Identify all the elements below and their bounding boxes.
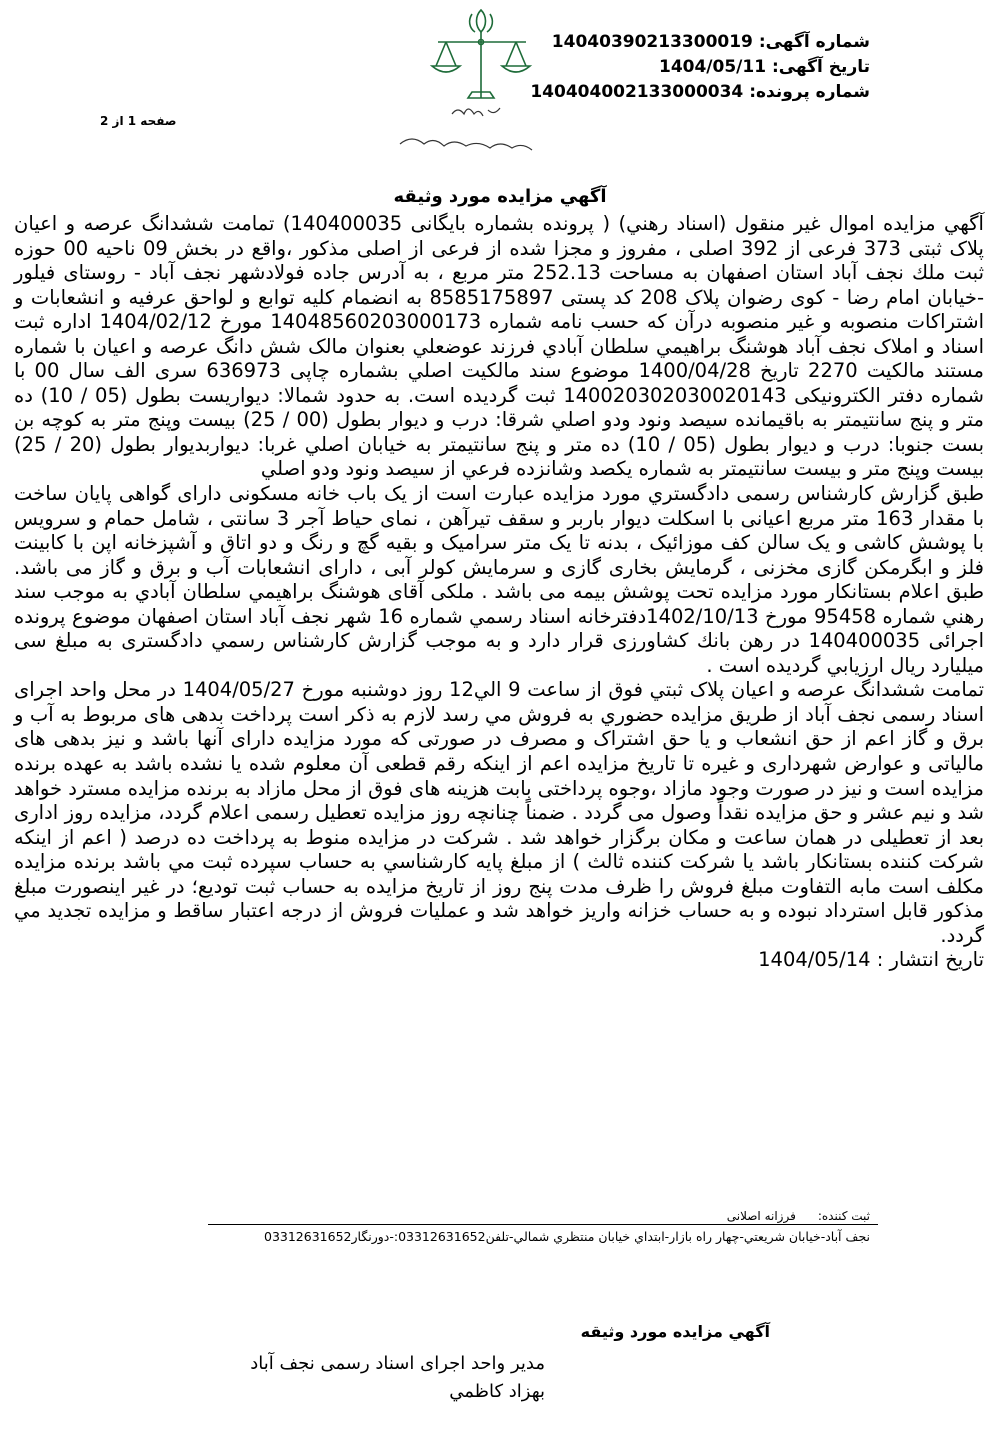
case-number-label: شماره پرونده: xyxy=(749,82,870,102)
judiciary-scales-emblem-icon xyxy=(380,2,580,152)
page-indicator: صفحه 1 از 2 xyxy=(100,114,177,128)
ad-date-row xyxy=(540,55,870,80)
case-number: 140404002133000034 xyxy=(530,82,744,102)
registrar-name: فرزانه اصلانی xyxy=(726,1209,796,1223)
ad-number-label: شماره آگهی: xyxy=(758,32,870,52)
office-address: نجف آباد-خيابان شريعتي-چهار راه بازار-ابتداي خيابان منتظري شمالي-تلفن03312631652:-دورنگار03312631652 xyxy=(264,1229,870,1244)
ad-date-label: تاریخ آگهی: xyxy=(771,57,870,77)
announcement-body xyxy=(14,212,984,973)
footer-title: آگهي مزايده مورد وثيقه xyxy=(580,1322,770,1341)
registrar-line xyxy=(727,1209,870,1223)
ad-number: 14040390213300019 xyxy=(551,32,753,52)
document-title: آگهي مزايده مورد وثيقه xyxy=(393,186,607,207)
ad-number-row xyxy=(540,30,870,55)
ad-date: 1404/05/11 xyxy=(658,57,767,77)
publish-date-label: تاريخ انتشار : xyxy=(876,948,984,972)
signature-block xyxy=(250,1350,545,1406)
registrar-label: ثبت کننده: xyxy=(817,1209,870,1223)
ad-metadata xyxy=(530,30,870,105)
publish-date-line xyxy=(14,948,984,973)
signer-title: مدير واحد اجرای اسناد رسمی نجف آباد xyxy=(250,1353,545,1374)
divider xyxy=(208,1224,878,1225)
signer-name: بهزاد کاظمي xyxy=(449,1381,545,1402)
property-description-paragraph: آگهي مزايده اموال غير منقول (اسناد رهني) ( پرونده بشماره بايگانی 140400035) تمامت ششدانگ عرصه و اعيان پلاک ثبتی 373 فرعی از 392 اصلی ، مفروز و مجزا شده از فرعی از اصلی مذکور ،واقع در بخش 09 ناحيه 00 حوزه ثبت ملك نجف آباد استان اصفهان به مساحت 252.13 متر مربع ، به آدرس جاده فولادشهر نجف آباد - روستای فيلور -خيابان امام رضا - کوی رضوان پلاک 208 کد پستی 8585175897 به انضمام کليه توابع و لواحق عرفيه و انشعابات و اشتراکات منصوبه و غير منصوبه درآن که حسب نامه شماره 14048560203000173 مورخ 1404/02/12 اداره ثبت اسناد و املاک نجف آباد هوشنگ براهيمي سلطان آبادي فرزند عوضعلي بعنوان مالک شش دانگ عرصه و اعيان با شماره مستند مالکيت 2270 تاريخ 1400/04/28 موضوع سند مالکيت اصلي بشماره چاپی 636973 سری الف سال 00 با شماره دفتر الکترونيکی 140020302030020143 ثبت گرديده است. به حدود شمالا: ديواريست بطول (05 / 10) ده متر و پنج سانتيمتر به باقيمانده سيصد ونود ودو اصلي شرقا: درب و ديوار بطول (00 / 25) بيست وپنج متر به کوچه بن بست جنوبا: درب و ديوار بطول (05 / 10) ده متر و پنج سانتيمتر به خيابان اصلي غربا: ديواربديوار بطول (20 / 25) بيست وپنج متر و بيست سانتيمتر به شماره يکصد وشانزده فرعي از سيصد ونود ودو اصلي xyxy=(14,212,985,481)
case-number-row xyxy=(530,80,870,105)
expert-report-paragraph: طبق گزارش کارشناس رسمی دادگستري مورد مزايده عبارت است از يک باب خانه مسکونی دارای گواهی پايان ساخت با مقدار 163 متر مربع اعيانی با اسکلت ديوار باربر و سقف تيرآهن ، نمای حياط آجر 3 سانتی ، شامل حمام و سرويس با پوشش کاشی و يک سالن کف موزائيک ، بدنه تا يک متر سراميک و بقيه گچ و رنگ و دو اتاق و آشپزخانه اپن با کابينت فلز و ابگرمکن گازی مخزنی ، گرمايش بخاری گازی و سرمايش کولر آبی ، دارای انشعابات آب و برق و گاز می باشد. طبق اعلام بستانکار مورد مزايده تحت پوشش بيمه می باشد . ملکی آقای هوشنگ براهيمي سلطان آبادي به موجب سند رهني شماره 95458 مورخ 1402/10/13دفترخانه اسناد رسمي شماره 16 شهر نجف آباد استان اصفهان موضوع پرونده اجرائی 140400035 در رهن بانك كشاورزی قرار دارد و به موجب گزارش کارشناس رسمي دادگستری به مبلغ سی ميليارد ريال ارزيابي گرديده است . xyxy=(14,482,985,677)
publish-date: 1404/05/14 xyxy=(758,948,871,972)
auction-terms-paragraph: تمامت ششدانگ عرصه و اعيان پلاک ثبتي فوق از ساعت 9 الي12 روز دوشنبه مورخ 1404/05/27 در محل واحد اجرای اسناد رسمی نجف آباد از طريق مزايده حضوري به فروش مي رسد لازم به ذکر است پرداخت بدهی های مربوط به آب و برق و گاز اعم از حق انشعاب و يا حق اشتراک و مصرف در صورتی که مورد مزايده دارای آنها باشد و نيز بدهی های مالياتی و عوارض شهرداری و غيره تا تاريخ مزايده اعم از اينکه رقم قطعی آن معلوم شده يا نشده باشد به عهده برنده مزايده است و نيز در صورت وجود مازاد ،وجوه پرداختی بابت هزينه های فوق از محل مازاد به برنده مزايده مسترد خواهد شد و نيم عشر و حق مزايده نقداً وصول می گردد . ضمناً چنانچه روز مزايده تعطيل رسمی اعلام گردد، مزايده روز اداری بعد از تعطيلی در همان ساعت و مکان برگزار خواهد شد . شرکت در مزايده منوط به پرداخت ده درصد ( اعم از اينکه شرکت کننده بستانکار باشد يا شرکت کننده ثالث ) از مبلغ پايه کارشناسي به حساب سپرده ثبت مي باشد برنده مزايده مکلف است مابه التفاوت مبلغ فروش را ظرف مدت پنج روز از تاريخ مزايده به حساب ثبت توديع؛ در غير اينصورت مبلغ مذکور قابل استرداد نبوده و به حساب خزانه واريز خواهد شد و عمليات فروش از درجه اعتبار ساقط و مزايده تجديد مي گردد. xyxy=(14,678,985,947)
